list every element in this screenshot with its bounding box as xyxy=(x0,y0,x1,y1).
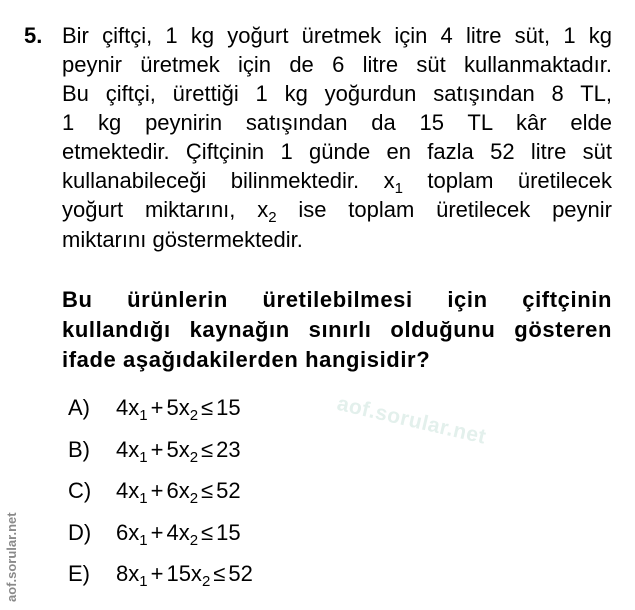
term: 6x xyxy=(116,519,140,545)
question-stem xyxy=(62,22,612,254)
rhs: 15 xyxy=(216,519,241,545)
stem-text: yoğurt miktarını, x xyxy=(62,197,269,223)
prompt-line: ifade aşağıdakilerden hangisidir? xyxy=(62,347,431,372)
subscript: 2 xyxy=(268,209,277,227)
stem-line xyxy=(62,167,612,197)
stem-text: kullanabileceği bilinmektedir. x xyxy=(62,167,395,193)
subscript: 2 xyxy=(189,407,199,424)
rhs: 23 xyxy=(216,436,241,462)
relation: ≤ xyxy=(201,395,214,420)
subscript: 2 xyxy=(201,573,211,590)
option-expression xyxy=(116,519,241,549)
term: 5x xyxy=(166,395,190,420)
stem-line: 1 kg peynirin satışından da 15 TL kâr elde xyxy=(62,109,612,135)
subscript: 2 xyxy=(189,490,199,507)
option-b[interactable] xyxy=(68,437,253,479)
stem-text: ise toplam üretilecek peynir xyxy=(276,197,612,223)
option-e[interactable] xyxy=(68,561,253,603)
rhs: 52 xyxy=(216,478,241,503)
term: 6x xyxy=(166,478,190,503)
prompt-line: kullandığı kaynağın sınırlı olduğunu gösteren xyxy=(62,317,612,342)
stem-line: Bir çiftçi, 1 kg yoğurt üretmek için 4 litre süt, 1 kg xyxy=(62,23,612,48)
term: 4x xyxy=(116,478,140,503)
option-letter: D) xyxy=(68,519,92,545)
option-c[interactable] xyxy=(68,478,253,520)
option-letter: E) xyxy=(68,561,90,586)
watermark-side: aof.sorular.net xyxy=(4,512,19,602)
rhs: 52 xyxy=(228,561,253,586)
stem-line: peynir üretmek için de 6 litre süt kullanmaktadır. xyxy=(62,51,612,77)
prompt-line: Bu ürünlerin üretilebilmesi için çiftçinin xyxy=(62,287,612,312)
term: 8x xyxy=(116,561,140,586)
operator: + xyxy=(150,519,164,545)
operator: + xyxy=(150,395,164,420)
subscript: 1 xyxy=(394,179,403,197)
answer-options xyxy=(68,395,253,603)
operator: + xyxy=(150,478,164,503)
subscript: 1 xyxy=(139,531,148,549)
relation: ≤ xyxy=(201,436,214,462)
option-expression xyxy=(116,561,253,590)
subscript: 1 xyxy=(139,573,148,590)
stem-line: Bu çiftçi, ürettiği 1 kg yoğurdun satışından 8 TL, xyxy=(62,80,612,106)
option-expression xyxy=(116,478,241,507)
question-prompt xyxy=(62,285,612,375)
term: 5x xyxy=(166,436,190,462)
term: 4x xyxy=(116,395,140,420)
subscript: 1 xyxy=(139,407,148,424)
relation: ≤ xyxy=(213,561,226,586)
stem-line xyxy=(62,196,612,226)
operator: + xyxy=(150,436,164,462)
stem-line: etmektedir. Çiftçinin 1 günde en fazla 52 litre süt xyxy=(62,138,612,164)
rhs: 15 xyxy=(216,395,241,420)
relation: ≤ xyxy=(201,519,214,545)
subscript: 2 xyxy=(189,531,199,549)
term: 4x xyxy=(116,436,140,462)
option-letter: A) xyxy=(68,395,90,420)
subscript: 2 xyxy=(189,448,199,466)
option-expression xyxy=(116,436,241,466)
relation: ≤ xyxy=(201,478,214,503)
question-number: 5. xyxy=(24,23,43,48)
term: 4x xyxy=(166,519,190,545)
stem-text: toplam üretilecek xyxy=(402,167,612,193)
option-expression xyxy=(116,395,241,424)
watermark-diagonal: aof.sorular.net xyxy=(334,392,489,449)
option-d[interactable] xyxy=(68,520,253,562)
operator: + xyxy=(150,561,164,586)
option-letter: B) xyxy=(68,436,90,462)
subscript: 1 xyxy=(139,490,148,507)
stem-line: miktarını göstermektedir. xyxy=(62,226,303,252)
option-letter: C) xyxy=(68,478,92,503)
subscript: 1 xyxy=(139,448,148,466)
option-a[interactable] xyxy=(68,395,253,437)
term: 15x xyxy=(166,561,202,586)
